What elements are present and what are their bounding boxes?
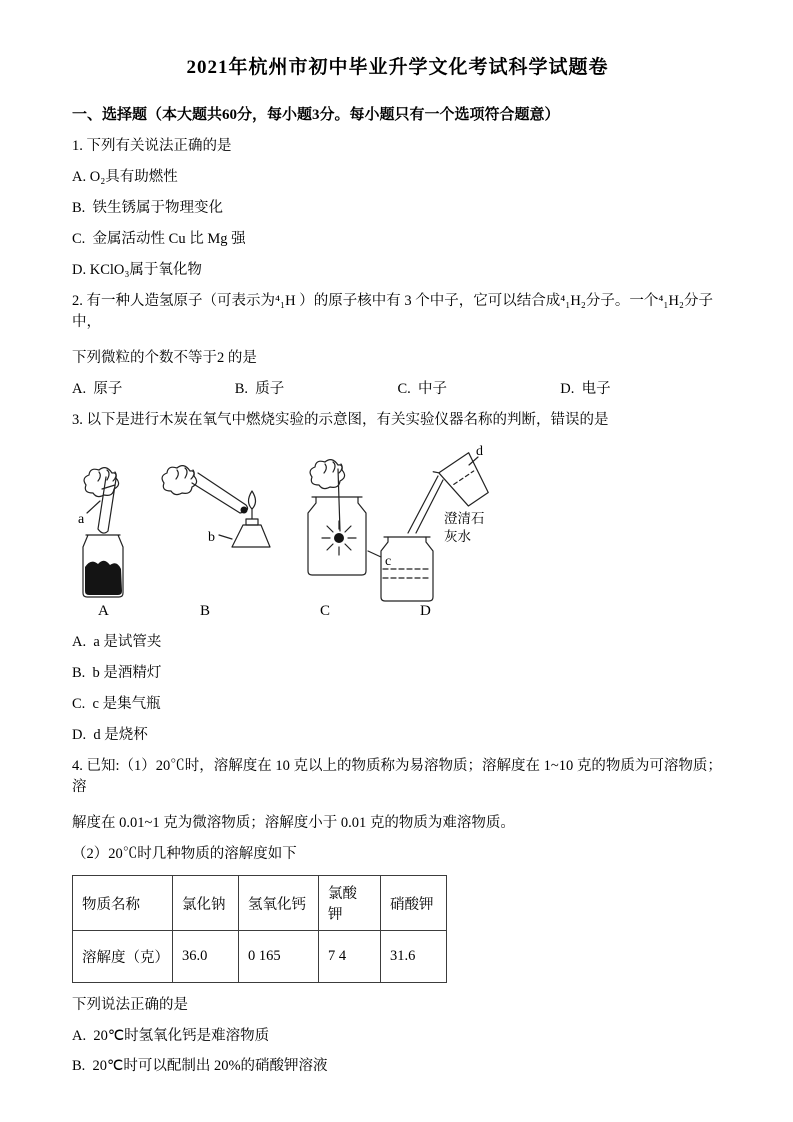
q4-stem-line1: 4. 已知:（1）20℃时，溶解度在 10 克以上的物质称为易溶物质；溶解度在 1~10 克的物质为可溶物质；溶 bbox=[72, 758, 722, 795]
liquid-level bbox=[383, 569, 431, 578]
table-cell-caoh2-value: 0 165 bbox=[239, 931, 319, 983]
q1-stem: 1. 下列有关说法正确的是 bbox=[72, 138, 232, 154]
q1-option-d: D. KClO₃属于氧化物 bbox=[72, 262, 202, 278]
question-4 bbox=[72, 756, 723, 1077]
pointer-label-a: a bbox=[78, 512, 85, 527]
table-header-kno3: 硝酸钾 bbox=[381, 876, 447, 931]
q3-option-a: A. a 是试管夹 bbox=[72, 634, 162, 650]
q3-option-c: C. c 是集气瓶 bbox=[72, 696, 161, 712]
table-header-row bbox=[73, 876, 447, 931]
lamp-body bbox=[232, 525, 270, 547]
question-2 bbox=[72, 291, 723, 400]
figure-a-test-tube-and-bottle bbox=[83, 468, 123, 597]
limewater-label-line1: 澄清石 bbox=[444, 511, 485, 526]
q4-followup: 下列说法正确的是 bbox=[72, 997, 188, 1013]
figure-b-alcohol-lamp bbox=[162, 466, 270, 547]
q3-stem: 3. 以下是进行木炭在氧气中燃烧实验的示意图，有关实验仪器名称的判断，错误的是 bbox=[72, 412, 609, 428]
table-header-caoh2: 氢氧化钙 bbox=[239, 876, 319, 931]
page-title: 2021年杭州市初中毕业升学文化考试科学试题卷 bbox=[186, 57, 609, 78]
pointer-line-b bbox=[219, 535, 232, 539]
q2-option-d: D. 电子 bbox=[560, 381, 611, 397]
table-cell-row-label: 溶解度（克） bbox=[73, 931, 173, 983]
q2-option-b: B. 质子 bbox=[234, 381, 285, 397]
question-1 bbox=[72, 136, 723, 281]
q3-option-d: D. d 是烧杯 bbox=[72, 727, 148, 743]
q2-option-a: A. 原子 bbox=[72, 381, 123, 397]
hand-icon bbox=[310, 460, 344, 489]
q4-sub-stem: （2）20℃时几种物质的溶解度如下 bbox=[72, 846, 297, 862]
figure-caption-a: A bbox=[98, 603, 109, 619]
q4-option-a: A. 20℃时氢氧化钙是难溶物质 bbox=[72, 1028, 270, 1044]
table-header-substance: 物质名称 bbox=[73, 876, 173, 931]
q4-option-b: B. 20℃时可以配制出 20%的硝酸钾溶液 bbox=[72, 1058, 328, 1074]
q3-option-b: B. b 是酒精灯 bbox=[72, 665, 162, 681]
pour-stream bbox=[408, 476, 443, 533]
table-header-kclo3: 氯酸钾 bbox=[319, 876, 381, 931]
figure-caption-b: B bbox=[200, 603, 211, 619]
q1-option-a: A. O₂具有助燃性 bbox=[72, 169, 178, 185]
charcoal-fill bbox=[85, 561, 122, 595]
hand-icon bbox=[162, 466, 196, 495]
table-header-nacl: 氯化钠 bbox=[173, 876, 239, 931]
apparatus-diagram bbox=[72, 441, 522, 621]
q1-option-c: C. 金属活动性 Cu 比 Mg 强 bbox=[72, 231, 246, 247]
test-tube bbox=[192, 473, 248, 513]
figure-c-gas-bottle bbox=[308, 460, 381, 575]
charcoal bbox=[241, 507, 248, 514]
q4-stem-line2: 解度在 0.01~1 克为微溶物质；溶解度小于 0.01 克的物质为难溶物质。 bbox=[72, 815, 515, 831]
q2-options-row bbox=[72, 379, 723, 400]
pointer-label-b: b bbox=[208, 530, 215, 545]
q2-stem-line2: 下列微粒的个数不等于2 的是 bbox=[72, 350, 257, 366]
q3-diagram-area bbox=[72, 441, 723, 626]
flame-icon bbox=[249, 491, 256, 509]
charcoal bbox=[334, 533, 344, 543]
figure-caption-d: D bbox=[420, 603, 431, 619]
q1-option-b: B. 铁生锈属于物理变化 bbox=[72, 200, 224, 216]
q2-option-c: C. 中子 bbox=[397, 381, 448, 397]
table-cell-nacl-value: 36.0 bbox=[173, 931, 239, 983]
table-data-row bbox=[73, 931, 447, 983]
q2-stem-line1: 2. 有一种人造氢原子（可表示为⁴₁H ）的原子核中有 3 个中子，它可以结合成⁴₁H₂分子。一个⁴₁H₂分子中， bbox=[72, 293, 713, 330]
section-heading: 一、选择题（本大题共60分，每小题3分。每小题只有一个选项符合题意） bbox=[72, 107, 560, 123]
pointer-label-d: d bbox=[476, 444, 483, 459]
lamp-cap bbox=[246, 519, 258, 525]
pointer-line-a bbox=[87, 501, 100, 513]
table-cell-kno3-value: 31.6 bbox=[381, 931, 447, 983]
question-3 bbox=[72, 410, 723, 746]
limewater-label-line2: 灰水 bbox=[444, 529, 471, 544]
solubility-table bbox=[72, 875, 447, 983]
pointer-line-c bbox=[368, 551, 381, 557]
pointer-label-c: c bbox=[385, 554, 392, 569]
figure-caption-c: C bbox=[320, 603, 331, 619]
table-cell-kclo3-value: 7 4 bbox=[319, 931, 381, 983]
